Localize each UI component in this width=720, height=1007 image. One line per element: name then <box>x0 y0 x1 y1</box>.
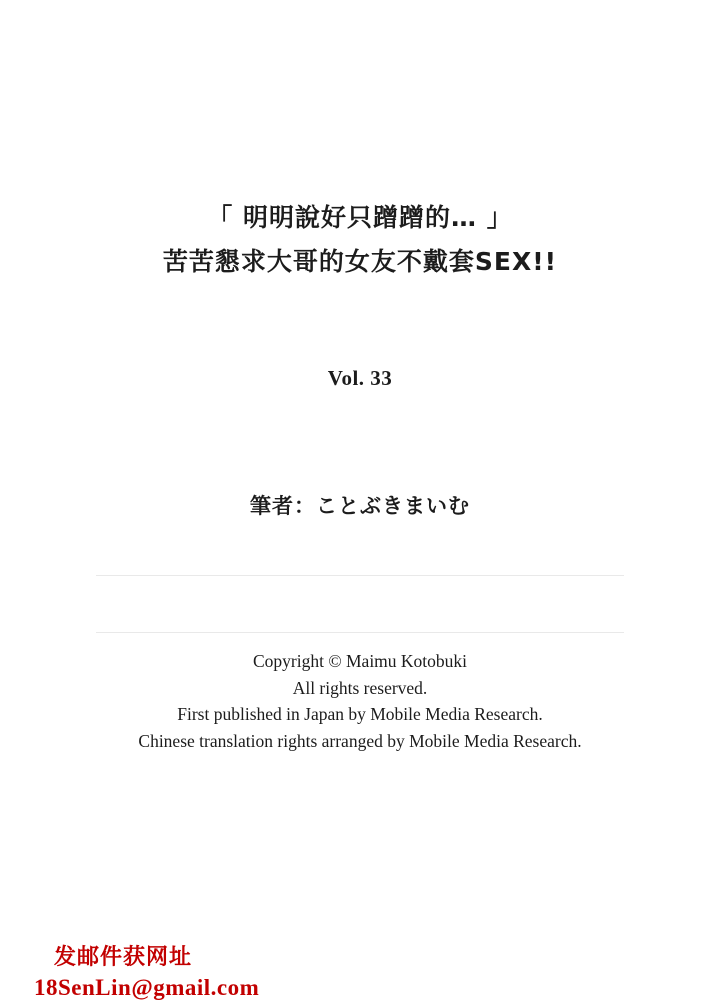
divider-area <box>96 575 624 633</box>
divider-rule-top <box>96 575 624 576</box>
watermark-line-1: 发邮件获网址 <box>54 945 193 970</box>
copyright-line-4: Chinese translation rights arranged by Mobile Media Research. <box>138 730 582 751</box>
volume-label: Vol. 33 <box>327 366 393 390</box>
title-line-1: 「 明明說好只蹭蹭的… 」 <box>207 203 513 232</box>
author-label: 筆者：ことぶきまいむ <box>250 494 470 518</box>
copyright-line-2: All rights reserved. <box>292 677 428 698</box>
watermark <box>34 943 259 1003</box>
title-line-2: 苦苦懇求大哥的女友不戴套SEX!! <box>162 247 558 276</box>
divider-rule-bottom <box>96 632 624 633</box>
watermark-line-2: 18SenLin@gmail.com <box>34 975 260 1000</box>
copyright-line-1: Copyright © Maimu Kotobuki <box>252 651 468 671</box>
copyright-block <box>0 648 720 754</box>
copyright-line-3: First published in Japan by Mobile Media Research. <box>177 704 543 724</box>
title-block <box>0 196 720 284</box>
